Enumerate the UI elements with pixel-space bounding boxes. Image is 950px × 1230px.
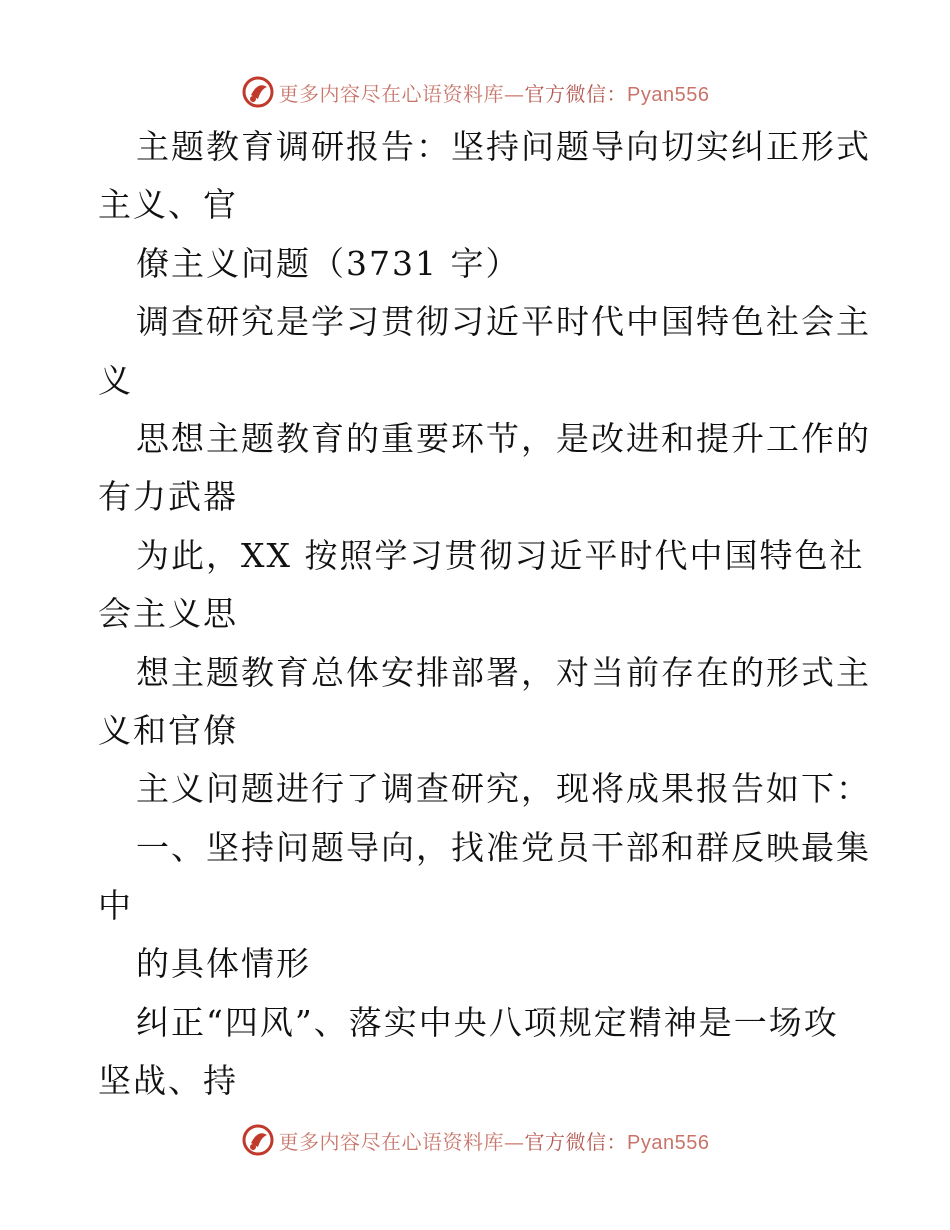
- text-line: 为此，XX 按照学习贯彻习近平时代中国特色社: [136, 535, 865, 575]
- text-line: 思想主题教育的重要环节，是改进和提升工作的: [136, 418, 871, 458]
- section-heading-line-2: 中: [98, 886, 133, 926]
- section-heading-line-3: 的具体情形: [136, 944, 311, 984]
- text-line: 义: [98, 360, 133, 400]
- text-line: 调查研究是学习贯彻习近平时代中国特色社会主: [136, 302, 871, 342]
- banner-wechat-id: Pyan556: [627, 83, 710, 106]
- text-line: 纠正“四风”、落实中央八项规定精神是一场攻: [136, 1002, 839, 1042]
- text-line: 义和官僚: [98, 710, 238, 750]
- section-heading-line-1: 一、坚持问题导向，找准党员干部和群反映最集: [136, 827, 871, 867]
- text-line: 会主义思: [98, 594, 238, 634]
- text-line: 有力武器: [98, 477, 238, 517]
- brand-logo-icon: [241, 1123, 275, 1157]
- brand-logo-icon: [241, 75, 275, 109]
- text-line: 主义问题进行了调查研究，现将成果报告如下：: [136, 769, 871, 809]
- text-line: 想主题教育总体安排部署，对当前存在的形式主: [136, 652, 871, 692]
- banner-wechat-id: Pyan556: [627, 1131, 710, 1154]
- title-line-2: 主义、官: [98, 185, 238, 225]
- title-line-1: 主题教育调研报告：坚持问题导向切实纠正形式: [136, 127, 871, 166]
- footer-banner: [0, 1120, 950, 1160]
- header-banner: [0, 72, 950, 112]
- document-body: [98, 118, 871, 1111]
- banner-wechat-prefix: 官方微信：: [524, 81, 628, 106]
- title-line-3: 僚主义问题（3731 字）: [136, 243, 521, 283]
- banner-main-text: 更多内容尽在心语资料库—: [278, 1129, 525, 1154]
- banner-main-text: 更多内容尽在心语资料库—: [278, 81, 525, 106]
- banner-wechat-prefix: 官方微信：: [524, 1129, 628, 1154]
- text-line: 坚战、持: [98, 1061, 238, 1101]
